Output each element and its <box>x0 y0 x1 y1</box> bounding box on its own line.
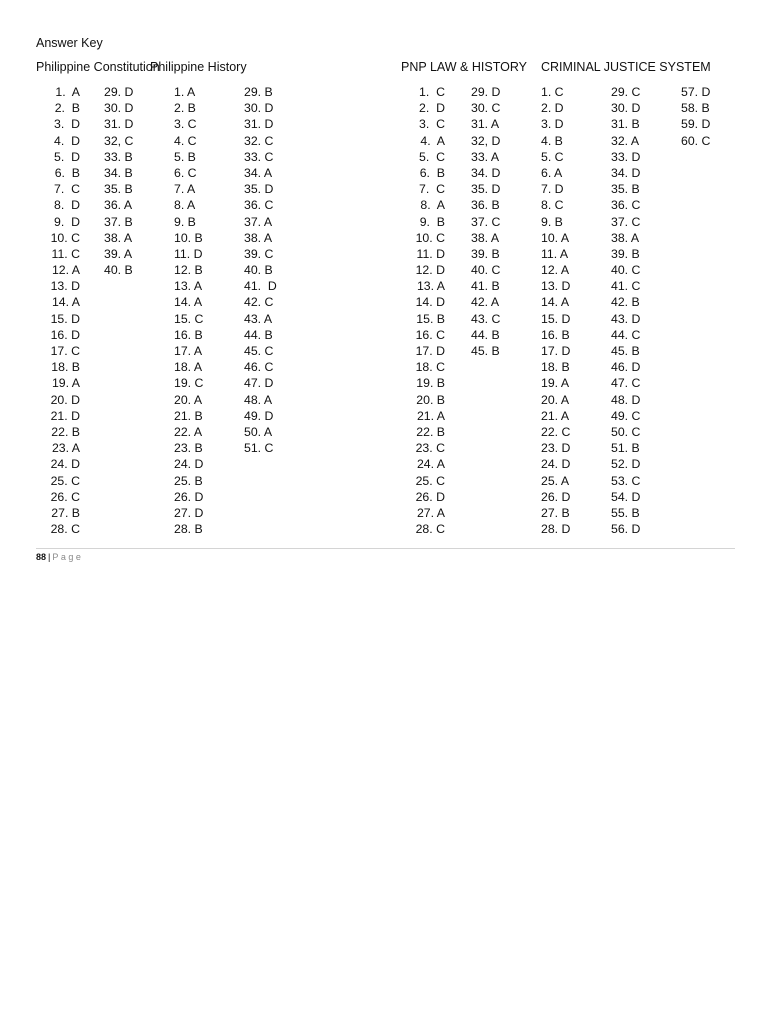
answer-item: 24. D <box>174 457 204 472</box>
answer-item: 30. C <box>471 101 501 116</box>
answer-column <box>611 84 671 537</box>
answer-item: 13. A <box>416 279 445 294</box>
answer-item: 49. D <box>244 408 274 423</box>
answer-item: 9. B <box>541 214 563 229</box>
answer-item: 30. D <box>611 101 641 116</box>
answer-item: 25. A <box>541 473 570 488</box>
answer-item: 51. B <box>611 441 640 456</box>
answer-item: 47. D <box>244 376 274 391</box>
answer-item: 15. C <box>174 311 204 326</box>
answer-item: 52. D <box>611 457 641 472</box>
answer-item: 4. B <box>541 133 563 148</box>
answer-item: 8. D <box>54 198 80 213</box>
footer-separator: | <box>48 552 51 562</box>
answer-item: 32, D <box>471 133 501 148</box>
answer-item: 41. C <box>611 279 641 294</box>
answer-item: 44. B <box>244 327 273 342</box>
answer-item: 37. B <box>104 214 133 229</box>
answer-item: 60. C <box>681 133 711 148</box>
answer-item: 59. D <box>681 117 711 132</box>
answer-item: 22. B <box>416 424 445 439</box>
answer-item: 16. C <box>415 327 445 342</box>
answer-item: 39. B <box>611 246 640 261</box>
answer-item: 27. B <box>51 505 80 520</box>
answer-item: 33. A <box>471 149 500 164</box>
answer-item: 22. C <box>541 424 571 439</box>
answer-item: 31. D <box>244 117 274 132</box>
answer-item: 39. B <box>471 246 500 261</box>
answer-item: 30. D <box>104 101 134 116</box>
answer-item: 33. D <box>611 149 641 164</box>
answer-item: 31. D <box>104 117 134 132</box>
answer-item: 37. A <box>244 214 273 229</box>
answer-item: 15. D <box>50 311 80 326</box>
answer-item: 26. D <box>541 489 571 504</box>
answer-item: 8. C <box>541 198 564 213</box>
answer-item: 19. B <box>416 376 445 391</box>
answer-item: 27. A <box>416 505 445 520</box>
answer-item: 23. C <box>415 441 445 456</box>
answer-item: 5. D <box>54 149 80 164</box>
answer-column <box>174 84 234 537</box>
answer-item: 6. C <box>174 165 197 180</box>
answer-item: 3. C <box>174 117 197 132</box>
answer-item: 6. A <box>541 165 563 180</box>
answer-column <box>681 84 741 149</box>
answer-item: 34. A <box>244 165 273 180</box>
answer-item: 28. C <box>50 522 80 537</box>
answer-item: 41. D <box>244 279 277 294</box>
answer-item: 55. B <box>611 505 640 520</box>
answer-item: 32. A <box>611 133 640 148</box>
answer-item: 42. C <box>244 295 274 310</box>
answer-item: 7. A <box>174 182 196 197</box>
answer-item: 51. C <box>244 441 274 456</box>
answer-item: 1. C <box>541 85 564 99</box>
section-heading-philippine-history: Philippine History <box>150 60 247 74</box>
answer-item: 18. B <box>541 360 570 375</box>
answer-item: 35. D <box>244 182 274 197</box>
answer-item: 16. D <box>50 327 80 342</box>
answer-item: 43. A <box>244 311 273 326</box>
answer-item: 54. D <box>611 489 641 504</box>
answer-item: 50. C <box>611 424 641 439</box>
answer-item: 2. B <box>174 101 196 116</box>
answer-item: 7. D <box>541 182 564 197</box>
answer-column <box>541 84 601 537</box>
answer-item: 31. A <box>471 117 500 132</box>
answer-item: 3. C <box>419 117 445 132</box>
answer-item: 33. B <box>104 149 133 164</box>
answer-item: 15. D <box>541 311 571 326</box>
answer-column <box>20 84 80 537</box>
answer-item: 48. D <box>611 392 641 407</box>
answer-item: 26. D <box>174 489 204 504</box>
answer-item: 4. D <box>54 133 80 148</box>
answer-item: 19. A <box>541 376 570 391</box>
answer-item: 10. C <box>50 230 80 245</box>
answer-item: 41. B <box>471 279 500 294</box>
answer-item: 37. C <box>471 214 501 229</box>
answer-item: 27. D <box>174 505 204 520</box>
section-heading-pnp-law-history: PNP LAW & HISTORY <box>401 60 527 74</box>
answer-item: 1. A <box>55 85 80 99</box>
answer-item: 1. C <box>419 85 445 99</box>
answer-item: 58. B <box>681 101 710 116</box>
answer-item: 39. C <box>244 246 274 261</box>
answer-item: 21. B <box>174 408 203 423</box>
answer-item: 19. A <box>51 376 80 391</box>
answer-item: 10. B <box>174 230 203 245</box>
section-heading-criminal-justice-system: CRIMINAL JUSTICE SYSTEM <box>541 60 711 74</box>
answer-item: 11. A <box>541 246 569 261</box>
answer-item: 10. A <box>541 230 570 245</box>
answer-item: 24. D <box>541 457 571 472</box>
answer-item: 13. D <box>541 279 571 294</box>
answer-item: 25. B <box>174 473 203 488</box>
answer-item: 45. B <box>611 344 640 358</box>
answer-column <box>104 84 164 278</box>
answer-item: 18. A <box>174 360 203 375</box>
answer-item: 23. A <box>51 441 80 456</box>
answer-item: 42. B <box>611 295 640 310</box>
page-word: Page <box>52 552 84 562</box>
answer-item: 40. C <box>611 263 641 278</box>
answer-item: 29. C <box>611 85 641 99</box>
answer-item: 38. A <box>244 230 273 245</box>
answer-column <box>244 84 304 456</box>
answer-item: 17. A <box>174 344 203 358</box>
answer-item: 47. C <box>611 376 641 391</box>
answer-item: 20. D <box>50 392 80 407</box>
answer-item: 12. A <box>51 263 80 278</box>
answer-column <box>385 84 445 537</box>
answer-item: 53. C <box>611 473 641 488</box>
answer-item: 38. A <box>611 230 640 245</box>
answer-item: 25. C <box>50 473 80 488</box>
answer-item: 20. B <box>416 392 445 407</box>
answer-item: 26. D <box>415 489 445 504</box>
answer-item: 17. C <box>50 344 80 358</box>
answer-item: 38. A <box>471 230 500 245</box>
answer-item: 10. C <box>415 230 445 245</box>
answer-item: 8. A <box>420 198 445 213</box>
answer-item: 14. D <box>415 295 445 310</box>
footer-divider <box>36 548 735 549</box>
answer-column <box>471 84 531 359</box>
answer-item: 40. B <box>244 263 273 278</box>
answer-item: 11. D <box>174 246 203 261</box>
answer-item: 2. B <box>54 101 80 116</box>
answer-item: 34. B <box>104 165 133 180</box>
answer-item: 36. A <box>104 198 133 213</box>
page-footer <box>36 551 83 563</box>
answer-item: 20. A <box>541 392 570 407</box>
answer-item: 15. B <box>416 311 445 326</box>
answer-item: 3. D <box>541 117 564 132</box>
answer-item: 13. D <box>50 279 80 294</box>
answer-item: 25. C <box>415 473 445 488</box>
answer-item: 24. D <box>50 457 80 472</box>
answer-item: 28. C <box>415 522 445 537</box>
answer-item: 12. D <box>415 263 445 278</box>
answer-item: 12. A <box>541 263 570 278</box>
answer-item: 43. D <box>611 311 641 326</box>
answer-item: 2. D <box>419 101 445 116</box>
answer-item: 39. A <box>104 246 133 261</box>
answer-item: 5. B <box>174 149 196 164</box>
answer-item: 13. A <box>174 279 203 294</box>
answer-item: 16. B <box>174 327 203 342</box>
answer-item: 7. C <box>54 182 80 197</box>
answer-item: 14. A <box>51 295 80 310</box>
answer-item: 35. B <box>104 182 133 197</box>
answer-item: 8. A <box>174 198 196 213</box>
answer-item: 3. D <box>54 117 80 132</box>
answer-item: 46. D <box>611 360 641 375</box>
answer-item: 31. B <box>611 117 640 132</box>
answer-item: 5. C <box>419 149 445 164</box>
answer-item: 30. D <box>244 101 274 116</box>
answer-item: 37. C <box>611 214 641 229</box>
answer-item: 26. C <box>50 489 80 504</box>
answer-item: 36. C <box>244 198 274 213</box>
answer-item: 5. C <box>541 149 564 164</box>
answer-item: 14. A <box>174 295 203 310</box>
answer-item: 29. D <box>104 85 134 99</box>
answer-item: 21. A <box>541 408 570 423</box>
answer-item: 27. B <box>541 505 570 520</box>
answer-item: 22. B <box>51 424 80 439</box>
answer-item: 2. D <box>541 101 564 116</box>
answer-item: 35. B <box>611 182 640 197</box>
answer-item: 1. A <box>174 85 196 99</box>
answer-item: 17. D <box>415 344 445 358</box>
answer-item: 38. A <box>104 230 133 245</box>
answer-item: 6. B <box>54 165 80 180</box>
answer-item: 33. C <box>244 149 274 164</box>
answer-item: 20. A <box>174 392 203 407</box>
answer-item: 29. D <box>471 85 501 99</box>
answer-item: 18. C <box>415 360 445 375</box>
answer-item: 32, C <box>104 133 134 148</box>
answer-item: 50. A <box>244 424 273 439</box>
answer-item: 42. A <box>471 295 500 310</box>
answer-item: 9. B <box>419 214 445 229</box>
answer-item: 11. D <box>416 246 445 261</box>
answer-item: 11. C <box>51 246 80 261</box>
answer-item: 24. A <box>416 457 445 472</box>
answer-item: 19. C <box>174 376 204 391</box>
answer-item: 44. B <box>471 327 500 342</box>
answer-item: 18. B <box>51 360 80 375</box>
answer-item: 35. D <box>471 182 501 197</box>
section-heading-philippine-constitution: Philippine Constitution <box>36 60 160 74</box>
answer-item: 21. D <box>50 408 80 423</box>
answer-item: 9. B <box>174 214 196 229</box>
answer-item: 36. C <box>611 198 641 213</box>
answer-item: 12. B <box>174 263 203 278</box>
answer-item: 45. B <box>471 344 500 358</box>
answer-item: 48. A <box>244 392 273 407</box>
document-title: Answer Key <box>36 36 103 50</box>
answer-item: 43. C <box>471 311 501 326</box>
answer-item: 45. C <box>244 344 274 358</box>
answer-item: 36. B <box>471 198 500 213</box>
answer-item: 9. D <box>54 214 80 229</box>
answer-item: 29. B <box>244 85 273 99</box>
answer-item: 49. C <box>611 408 641 423</box>
answer-item: 28. D <box>541 522 571 537</box>
answer-item: 23. D <box>541 441 571 456</box>
answer-item: 34. D <box>611 165 641 180</box>
answer-item: 23. B <box>174 441 203 456</box>
answer-item: 16. B <box>541 327 570 342</box>
answer-item: 6. B <box>419 165 445 180</box>
answer-item: 46. C <box>244 360 274 375</box>
answer-item: 4. C <box>174 133 197 148</box>
answer-item: 4. A <box>420 133 445 148</box>
answer-item: 7. C <box>419 182 445 197</box>
answer-item: 34. D <box>471 165 501 180</box>
answer-item: 57. D <box>681 85 711 99</box>
answer-item: 40. C <box>471 263 501 278</box>
answer-item: 17. D <box>541 344 571 358</box>
page-number: 88 <box>36 552 47 562</box>
answer-item: 44. C <box>611 327 641 342</box>
answer-item: 22. A <box>174 424 203 439</box>
answer-item: 32. C <box>244 133 274 148</box>
answer-item: 14. A <box>541 295 570 310</box>
answer-item: 28. B <box>174 522 203 537</box>
answer-item: 21. A <box>416 408 445 423</box>
answer-item: 40. B <box>104 263 133 278</box>
answer-item: 56. D <box>611 522 641 537</box>
